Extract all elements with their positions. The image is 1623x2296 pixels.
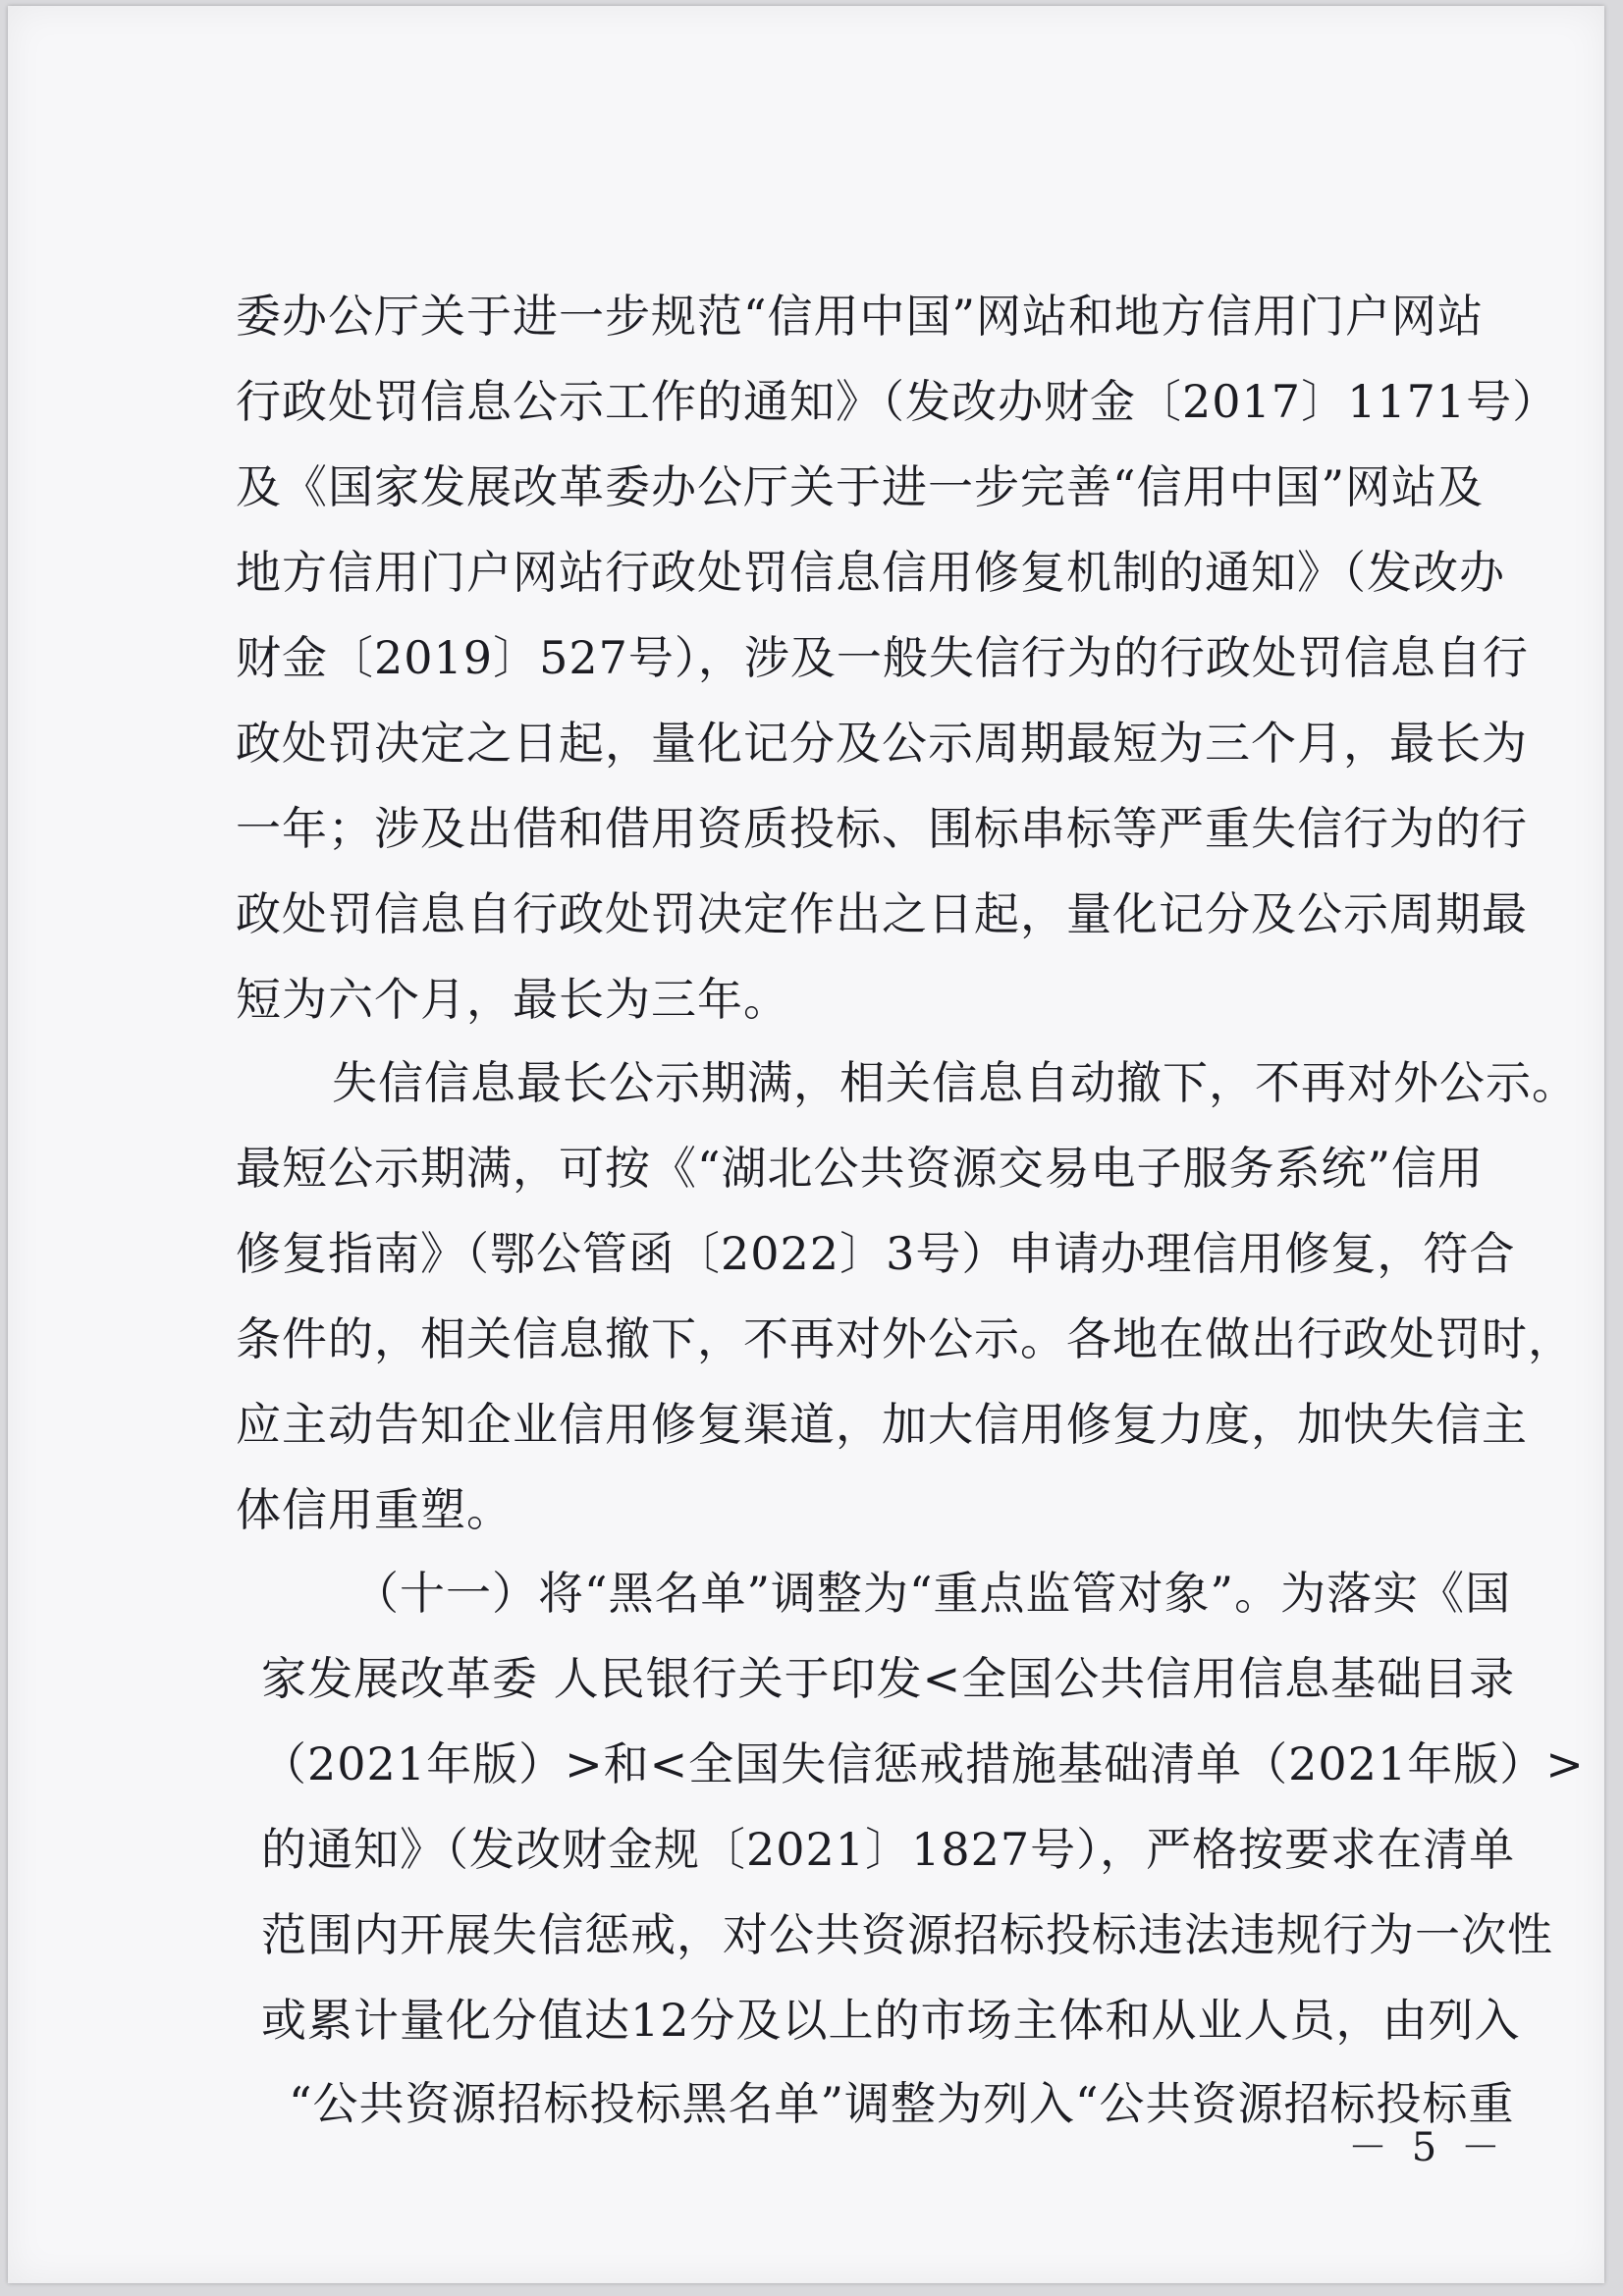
page-number: － 5 － [1348,2125,1506,2170]
section-heading-line: （十一）将“黑名单”调整为“重点监管对象”。为落实《国 [353,1567,1512,1620]
text-line: 政处罚信息自行政处罚决定作出之日起，量化记分及公示周期最 [236,887,1528,940]
text-line: 或累计量化分值达12分及以上的市场主体和从业人员，由列入 [261,1994,1521,2047]
text-line: 范围内开展失信惩戒，对公共资源招标投标违法违规行为一次性 [261,1908,1553,1961]
text-line: 家发展改革委 人民银行关于印发<全国公共信用信息基础目录 [261,1652,1516,1705]
text-line: 修复指南》（鄂公管函〔2022〕3号）申请办理信用修复，符合 [236,1227,1516,1280]
text-line: “公共资源招标投标黑名单”调整为列入“公共资源招标投标重 [289,2077,1515,2130]
text-line: 应主动告知企业信用修复渠道，加大信用修复力度，加快失信主 [236,1398,1528,1451]
text-line: 失信信息最长公示期满，相关信息自动撤下，不再对外公示。 [332,1056,1578,1109]
text-line: 最短公示期满，可按《“湖北公共资源交易电子服务系统”信用 [236,1142,1485,1195]
text-line: 委办公厅关于进一步规范“信用中国”网站和地方信用门户网站 [236,290,1485,343]
text-line: （2021年版）>和<全国失信惩戒措施基础清单（2021年版）> [261,1737,1585,1790]
document-page [8,6,1604,2283]
text-line: 及《国家发展改革委办公厅关于进一步完善“信用中国”网站及 [236,460,1485,513]
text-line: 的通知》（发改财金规〔2021〕1827号），严格按要求在清单 [261,1823,1516,1876]
text-line: 短为六个月，最长为三年。 [236,973,789,1026]
text-line: 体信用重塑。 [236,1483,513,1536]
text-line: 财金〔2019〕527号），涉及一般失信行为的行政处罚信息自行 [236,631,1529,684]
text-line: 行政处罚信息公示工作的通知》（发改办财金〔2017〕1171号） [236,375,1559,428]
text-line: 政处罚决定之日起，量化记分及公示周期最短为三个月，最长为 [236,717,1528,770]
text-line: 条件的，相关信息撤下，不再对外公示。各地在做出行政处罚时， [236,1312,1574,1365]
text-line: 地方信用门户网站行政处罚信息信用修复机制的通知》（发改办 [236,546,1505,599]
text-line: 一年；涉及出借和借用资质投标、围标串标等严重失信行为的行 [236,802,1528,855]
